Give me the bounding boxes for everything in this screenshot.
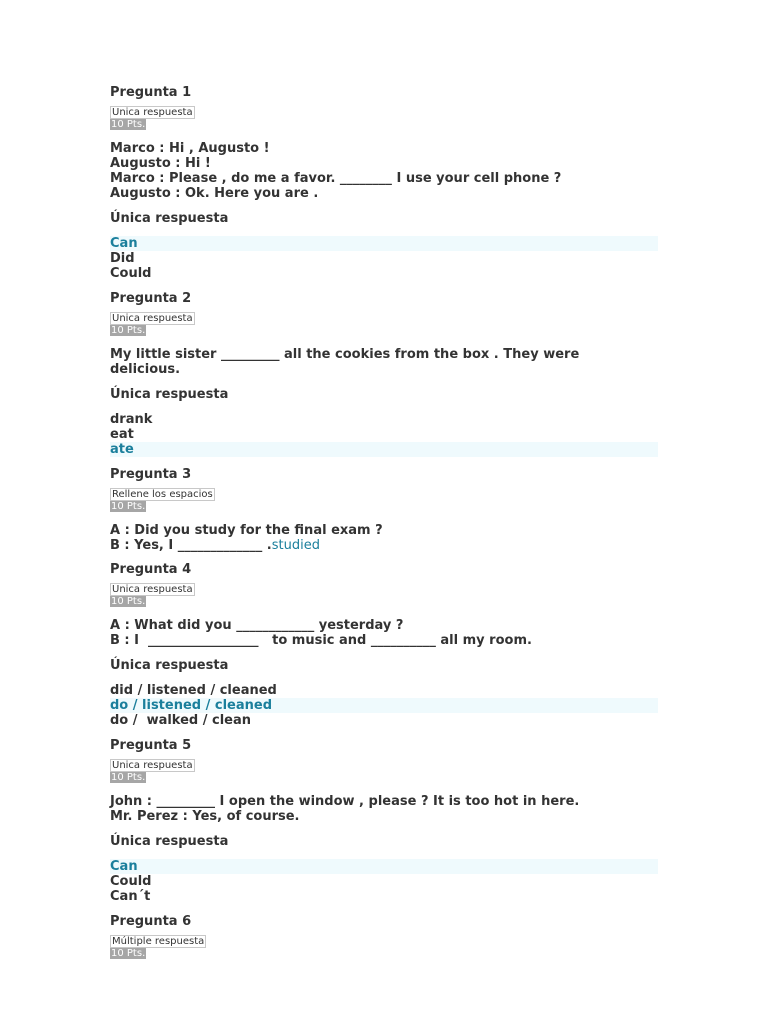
question-line	[110, 538, 658, 553]
fill-answer[interactable]: studied	[271, 538, 320, 553]
answer-option[interactable]: do / walked / clean	[110, 713, 252, 728]
answer-options	[110, 683, 658, 728]
answer-heading: Única respuesta	[110, 658, 229, 673]
question-text	[110, 794, 658, 824]
answer-option[interactable]: do / listened / cleaned	[110, 698, 658, 713]
answer-option[interactable]: Can	[110, 236, 658, 251]
answer-option[interactable]: Did	[110, 251, 135, 266]
question-6	[110, 914, 658, 959]
answer-options	[110, 859, 658, 904]
points-badge: 10 Pts.	[111, 501, 146, 512]
question-line: Mr. Perez : Yes, of course.	[110, 809, 300, 824]
question-title: Pregunta 1	[110, 85, 192, 100]
question-line: Augusto : Hi !	[110, 156, 211, 171]
answer-option[interactable]: Can	[110, 859, 658, 874]
question-title: Pregunta 5	[110, 738, 192, 753]
question-line-text: B : Yes, I _____________ .	[110, 538, 272, 553]
question-type-badge: Rellene los espacios	[112, 489, 213, 500]
question-title: Pregunta 2	[110, 291, 192, 306]
question-text	[110, 141, 658, 201]
question-line: A : What did you ____________ yesterday ?	[110, 618, 404, 633]
answer-options	[110, 412, 658, 457]
question-title: Pregunta 4	[110, 562, 192, 577]
question-5	[110, 738, 658, 904]
question-type-badge: Unica respuesta	[112, 313, 193, 324]
answer-heading: Única respuesta	[110, 387, 229, 402]
points-badge: 10 Pts.	[111, 325, 146, 336]
answer-option[interactable]: Could	[110, 266, 152, 281]
question-text	[110, 347, 658, 377]
quiz-container	[110, 85, 658, 959]
question-line: Augusto : Ok. Here you are .	[110, 186, 319, 201]
points-badge: 10 Pts.	[111, 948, 146, 959]
answer-option[interactable]: Could	[110, 874, 152, 889]
answer-heading: Única respuesta	[110, 211, 229, 226]
question-1	[110, 85, 658, 281]
answer-option[interactable]: drank	[110, 412, 153, 427]
question-type-badge: Múltiple respuesta	[112, 936, 205, 947]
answer-option[interactable]: eat	[110, 427, 134, 442]
answer-option[interactable]: did / listened / cleaned	[110, 683, 277, 698]
question-line: A : Did you study for the final exam ?	[110, 523, 383, 538]
question-title: Pregunta 3	[110, 467, 192, 482]
question-line: delicious.	[110, 362, 181, 377]
answer-option[interactable]: ate	[110, 442, 658, 457]
question-line: Marco : Please , do me a favor. ________ I use your cell phone ?	[110, 171, 562, 186]
points-badge: 10 Pts.	[111, 119, 146, 130]
answer-heading: Única respuesta	[110, 834, 229, 849]
question-line: John : _________ I open the window , please ? It is too hot in here.	[110, 794, 580, 809]
question-line: Marco : Hi , Augusto !	[110, 141, 270, 156]
points-badge: 10 Pts.	[111, 772, 146, 783]
question-text	[110, 523, 658, 553]
question-3	[110, 467, 658, 553]
question-type-badge: Unica respuesta	[112, 760, 193, 771]
question-type-badge: Unica respuesta	[112, 107, 193, 118]
question-type-badge: Unica respuesta	[112, 584, 193, 595]
question-text	[110, 618, 658, 648]
answer-options	[110, 236, 658, 281]
answer-option[interactable]: Can´t	[110, 889, 151, 904]
points-badge: 10 Pts.	[111, 596, 146, 607]
question-title: Pregunta 6	[110, 914, 192, 929]
question-2	[110, 291, 658, 457]
question-line: B : I _________________ to music and __________ all my room.	[110, 633, 532, 648]
question-line: My little sister _________ all the cookies from the box . They were	[110, 347, 580, 362]
question-4	[110, 562, 658, 728]
